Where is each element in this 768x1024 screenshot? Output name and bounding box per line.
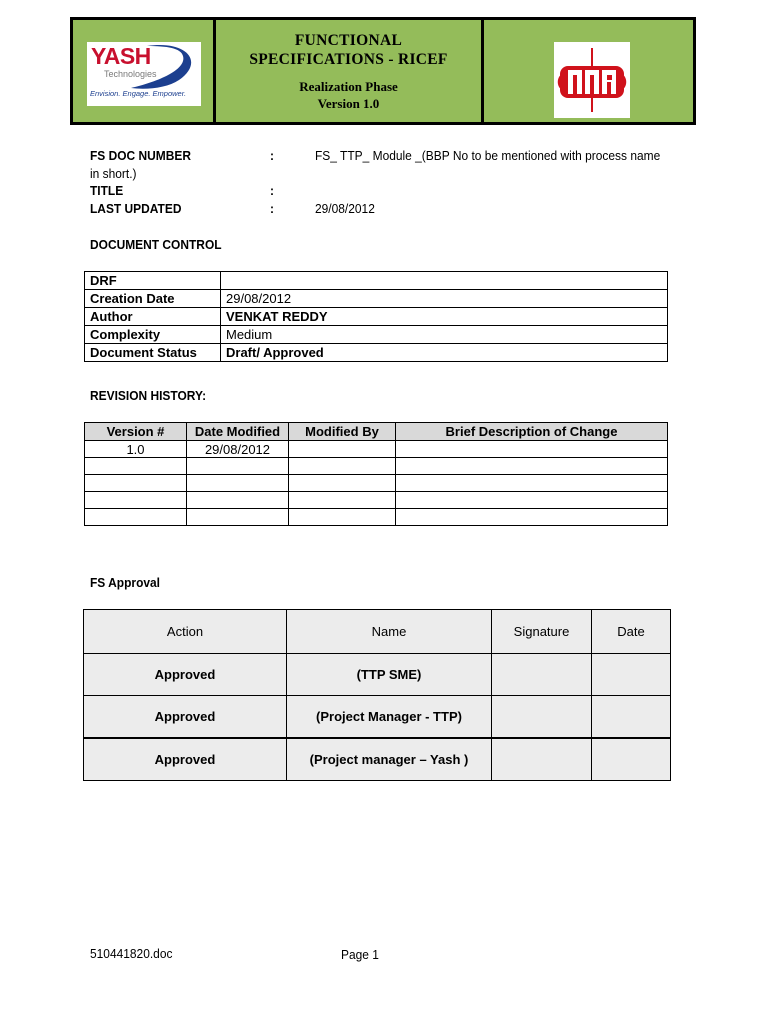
header-title-cell: [215, 19, 483, 123]
table-cell: (Project Manager - TTP): [287, 696, 492, 739]
phase-label: Realization Phase: [299, 79, 398, 94]
table-cell: [85, 475, 187, 492]
fs-doc-number-label: FS DOC NUMBER: [90, 148, 191, 163]
last-updated-value: 29/08/2012: [315, 201, 375, 216]
table-cell: [396, 509, 668, 526]
table-row: [84, 738, 671, 781]
table-cell: [289, 475, 396, 492]
table-cell: [289, 441, 396, 458]
column-header: Version #: [85, 423, 187, 441]
table-cell: [289, 458, 396, 475]
table-cell: [492, 654, 592, 696]
table-cell: Approved: [84, 654, 287, 696]
yash-logo-name: YASH: [91, 43, 151, 69]
table-cell: [396, 492, 668, 509]
table-cell: (TTP SME): [287, 654, 492, 696]
revision-history-table: [84, 422, 668, 526]
document-control-heading: DOCUMENT CONTROL: [90, 237, 222, 252]
table-cell: [187, 458, 289, 475]
doc-control-label: Creation Date: [85, 290, 221, 308]
revision-history-heading: REVISION HISTORY:: [90, 388, 207, 403]
table-cell: [592, 696, 671, 739]
table-cell: [85, 458, 187, 475]
table-cell: 29/08/2012: [187, 441, 289, 458]
doc-control-label: Complexity: [85, 326, 221, 344]
table-cell: [187, 492, 289, 509]
version-label: Version 1.0: [317, 96, 380, 111]
yash-logo-tagline: Envision. Engage. Empower.: [90, 89, 187, 98]
table-header-row: [85, 423, 668, 441]
fs-doc-number-value: FS_ TTP_ Module _(BBP No to be mentioned with process name: [315, 148, 661, 163]
doc-control-value: [221, 272, 668, 290]
table-cell: Approved: [84, 696, 287, 739]
column-header: Date Modified: [187, 423, 289, 441]
column-header: Signature: [492, 610, 592, 654]
column-header: Brief Description of Change: [396, 423, 668, 441]
table-cell: [289, 492, 396, 509]
doc-control-value: 29/08/2012: [221, 290, 668, 308]
table-row: [84, 696, 671, 739]
doc-control-value: Draft/ Approved: [221, 344, 668, 362]
yash-logo: [87, 42, 201, 106]
table-row: [85, 475, 668, 492]
ttp-logo-icon: [554, 42, 630, 118]
table-cell: [396, 458, 668, 475]
doc-control-label: Document Status: [85, 344, 221, 362]
footer-page-number: Page 1: [341, 947, 379, 962]
last-updated-label: LAST UPDATED: [90, 201, 182, 216]
table-cell: [396, 441, 668, 458]
doc-control-value: Medium: [221, 326, 668, 344]
table-row: [85, 441, 668, 458]
table-cell: [85, 509, 187, 526]
fs-approval-heading: FS Approval: [90, 575, 161, 590]
table-cell: [187, 509, 289, 526]
table-row: [85, 272, 668, 290]
table-row: [85, 458, 668, 475]
table-cell: [187, 475, 289, 492]
table-row: [85, 509, 668, 526]
doc-control-value: VENKAT REDDY: [221, 308, 668, 326]
table-cell: [492, 738, 592, 781]
table-header-row: [84, 610, 671, 654]
fs-doc-number-value-cont: in short.): [90, 166, 137, 181]
last-updated-colon: :: [270, 201, 274, 216]
table-cell: [592, 738, 671, 781]
table-cell: [396, 475, 668, 492]
document-control-table: [84, 271, 668, 362]
table-row: [85, 344, 668, 362]
column-header: Modified By: [289, 423, 396, 441]
table-row: [85, 308, 668, 326]
doc-control-label: DRF: [85, 272, 221, 290]
yash-logo-sub: Technologies: [104, 69, 157, 79]
table-row: [85, 290, 668, 308]
title-colon: :: [270, 183, 274, 198]
footer-filename: 510441820.doc: [90, 946, 173, 961]
doc-title-line1: FUNCTIONAL: [294, 32, 403, 49]
header-left-logo-cell: [72, 19, 215, 123]
document-header: [70, 17, 696, 125]
table-cell: [592, 654, 671, 696]
table-row: [85, 492, 668, 509]
title-label: TITLE: [90, 183, 124, 198]
table-row: [84, 654, 671, 696]
header-right-logo-cell: [483, 19, 694, 123]
table-cell: [289, 509, 396, 526]
table-cell: 1.0: [85, 441, 187, 458]
column-header: Date: [592, 610, 671, 654]
fs-approval-table: [83, 609, 671, 781]
table-cell: [85, 492, 187, 509]
table-cell: [492, 696, 592, 739]
table-row: [85, 326, 668, 344]
fs-doc-number-colon: :: [270, 148, 274, 163]
doc-title-line2: SPECIFICATIONS - RICEF: [249, 51, 448, 68]
ttp-logo: [554, 42, 630, 118]
table-cell: Approved: [84, 738, 287, 781]
doc-control-label: Author: [85, 308, 221, 326]
column-header: Name: [287, 610, 492, 654]
table-cell: (Project manager – Yash ): [287, 738, 492, 781]
column-header: Action: [84, 610, 287, 654]
